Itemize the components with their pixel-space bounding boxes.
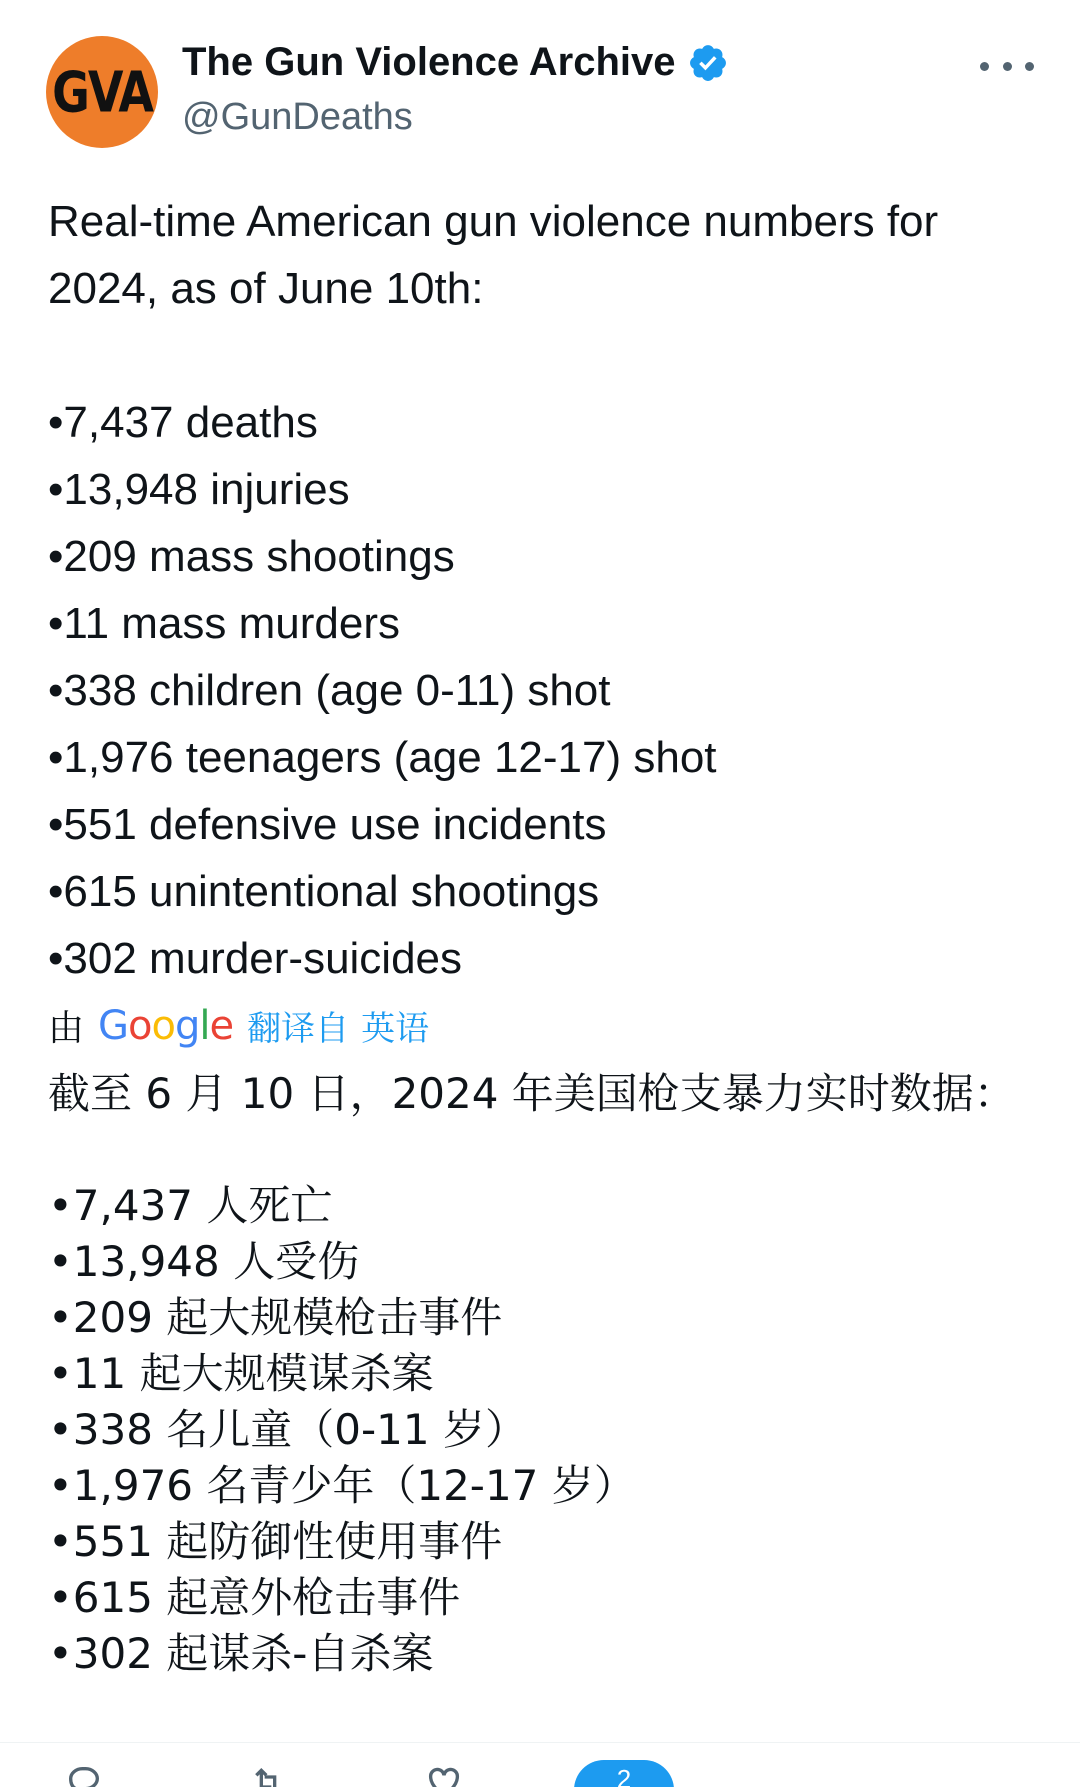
stat-item-zh: •338 名儿童（0-11 岁）	[48, 1405, 527, 1454]
repost-icon[interactable]	[248, 1762, 288, 1787]
stats-list-zh	[48, 1178, 1038, 1682]
stat-item-zh: •11 起大规模谋杀案	[48, 1349, 434, 1398]
stat-item-zh: •1,976 名青少年（12-17 岁）	[48, 1461, 636, 1510]
stats-list-en	[48, 389, 1048, 992]
more-dot	[1003, 62, 1012, 71]
translated-from-link[interactable]: 翻译自	[247, 1009, 350, 1049]
action-bar-divider	[0, 1742, 1080, 1743]
stat-item-en: •7,437 deaths	[48, 398, 318, 447]
stat-item-zh: •551 起防御性使用事件	[48, 1517, 503, 1566]
stat-item-en: •338 children (age 0-11) shot	[48, 666, 611, 715]
like-icon[interactable]	[424, 1762, 464, 1787]
translation-attribution	[48, 1000, 429, 1051]
google-logo: Google	[98, 1002, 234, 1049]
stat-item-en: •13,948 injuries	[48, 465, 350, 514]
tweet-text-zh	[48, 1066, 1038, 1682]
author-handle[interactable]: @GunDeaths	[182, 96, 413, 138]
verified-badge-icon	[687, 42, 729, 84]
stat-item-en: •1,976 teenagers (age 12-17) shot	[48, 733, 717, 782]
translation-prefix: 由	[48, 1008, 85, 1049]
stat-item-zh: •7,437 人死亡	[48, 1181, 333, 1230]
tweet-intro-zh: 截至 6 月 10 日，2024 年美国枪支暴力实时数据：	[48, 1069, 1016, 1118]
stat-item-en: •615 unintentional shootings	[48, 867, 600, 916]
views-icon[interactable]: 2	[574, 1760, 674, 1787]
more-icon[interactable]	[980, 54, 1034, 78]
stat-item-zh: •13,948 人受伤	[48, 1237, 360, 1286]
stat-item-en: •209 mass shootings	[48, 532, 455, 581]
display-name[interactable]: The Gun Violence Archive	[182, 40, 676, 84]
avatar-text: GVA	[52, 59, 152, 125]
action-bar	[0, 1756, 1080, 1787]
stat-item-en: •302 murder-suicides	[48, 934, 463, 983]
source-language-link[interactable]: 英语	[361, 1009, 430, 1049]
stat-item-zh: •615 起意外枪击事件	[48, 1573, 461, 1622]
author-name-row[interactable]	[182, 40, 729, 85]
reply-icon[interactable]	[64, 1762, 104, 1787]
avatar[interactable]	[46, 36, 158, 148]
tweet-text-en	[48, 188, 1048, 992]
stat-item-en: •11 mass murders	[48, 599, 401, 648]
stat-item-zh: •209 起大规模枪击事件	[48, 1293, 503, 1342]
stat-item-en: •551 defensive use incidents	[48, 800, 607, 849]
more-dot	[980, 62, 989, 71]
stat-item-zh: •302 起谋杀-自杀案	[48, 1629, 434, 1678]
tweet-intro-en: Real-time American gun violence numbers for 2024, as of June 10th:	[48, 197, 939, 313]
more-dot	[1025, 62, 1034, 71]
